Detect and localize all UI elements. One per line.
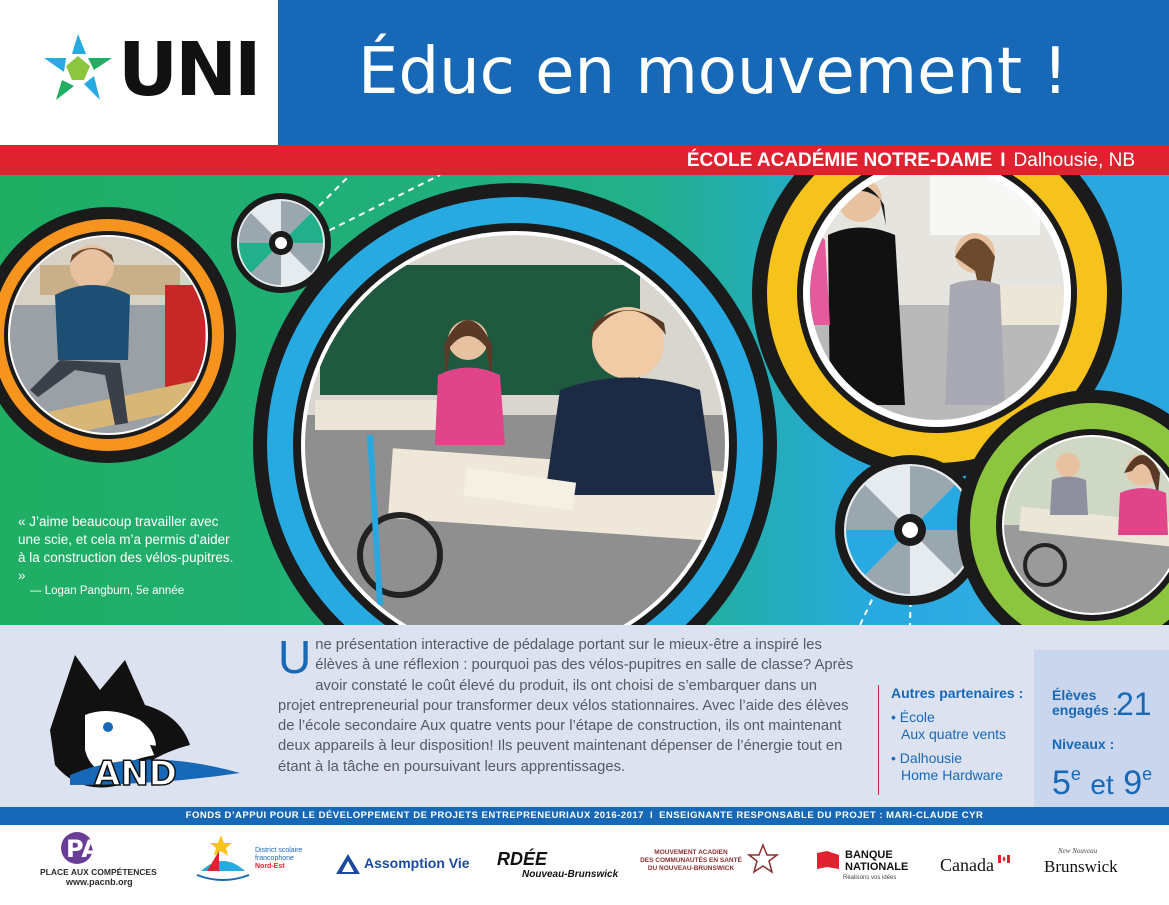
- uni-wordmark: UNI: [118, 27, 259, 113]
- nb-small-text: New Nouveau: [1058, 847, 1098, 855]
- pac-name: PLACE AUX COMPÉTENCES: [40, 867, 157, 877]
- partner-line: Home Hardware: [901, 767, 1003, 783]
- partner-bullet: •: [891, 708, 896, 725]
- banque-nationale-slogan: Réalisons vos idées: [843, 875, 897, 881]
- photo-girl-shirt: [435, 368, 505, 446]
- district-line: District scolaire: [255, 847, 303, 854]
- rdee-region: Nouveau-Brunswick: [522, 869, 619, 880]
- photo-student-head: [70, 245, 114, 289]
- photo-girl-shirt: [1118, 488, 1168, 535]
- husky-eye: [103, 722, 113, 732]
- uni-logo: [0, 0, 278, 145]
- sponsors-row: [0, 825, 1169, 905]
- school-name: ÉCOLE ACADÉMIE NOTRE-DAME: [686, 150, 993, 171]
- partners-box: [891, 685, 1031, 785]
- levels-label: Niveaux :: [1052, 736, 1115, 752]
- svg-text:PAC: PAC: [66, 835, 118, 863]
- level-b-suffix: e: [1142, 764, 1153, 784]
- district-line: Nord-Est: [255, 863, 285, 870]
- bn-line: BANQUE: [845, 849, 893, 861]
- school-city: Dalhousie, NB: [1013, 150, 1135, 171]
- partner-bullet: •: [891, 749, 896, 766]
- photo-boy-shirt: [1050, 477, 1088, 516]
- macs-line: DU NOUVEAU-BRUNSWICK: [647, 865, 735, 872]
- uni-star-icon: [42, 32, 114, 104]
- funds-teacher: ENSEIGNANTE RESPONSABLE DU PROJET : MARI-CLAUDE CYR: [659, 810, 984, 821]
- macs-name: [636, 849, 746, 873]
- page-title: Éduc en mouvement !: [358, 35, 1069, 109]
- quote-author: — Logan Pangburn, 5e année: [30, 585, 185, 597]
- funds-separator: I: [649, 810, 654, 821]
- assomption-name: Assomption Vie: [364, 855, 470, 871]
- level-b: 9: [1123, 764, 1143, 802]
- canada-flag-icon: [998, 855, 1010, 863]
- school-line: [687, 150, 1135, 172]
- district-logo: [193, 831, 253, 881]
- bn-line: NATIONALE: [845, 861, 909, 873]
- rdee-name: RDÉE: [497, 849, 548, 869]
- funds-bar: [0, 807, 1169, 825]
- student-quote: « J’aime beaucoup travailler avec une scie, et cela m’a permis d’aider à la construction des vélos-pupitres. »: [18, 514, 234, 583]
- macs-star-icon: [747, 843, 779, 875]
- project-description: [278, 631, 858, 777]
- students-label: [1052, 688, 1117, 718]
- partner-item: [891, 709, 1031, 744]
- district-name: [255, 847, 302, 871]
- description-text: ne présentation interactive de pédalage portant sur le mieux-être a inspiré les élèves à une réflexion : pourquoi pas des vélos-pupitres en salle de classe? Après avoir constaté le coût élevé du produit, ils ont choisi de s’embarquer dans un projet entrepreneurial pour transformer deux vélos stationnaires. Avec l’aide des élèves de l’école secondaire Aux quatre vents pour l’étape de construction, ils ont maintenant deux appareils à leur disposition! Ils peuvent maintenant dépenser de l’énergie tout en étant à la tâche en poursuivant leurs apprentissages.: [278, 637, 854, 775]
- partner-line: Dalhousie: [899, 749, 963, 766]
- school-bar: [0, 145, 1169, 175]
- partner-line: Aux quatre vents: [901, 726, 1007, 742]
- level-a-suffix: e: [1070, 764, 1081, 784]
- husky-logo: [30, 635, 245, 800]
- partner-item: [891, 750, 1031, 785]
- nb-wordmark: Brunswick: [1044, 857, 1118, 876]
- partners-divider: [878, 685, 879, 795]
- students-label-line: engagés :: [1052, 702, 1118, 718]
- lower-section: [0, 625, 1169, 807]
- photo-boy-shirt: [545, 378, 715, 496]
- pac-logo: [60, 831, 130, 865]
- level-joiner: et: [1090, 769, 1114, 800]
- students-label-line: Élèves: [1052, 687, 1097, 703]
- macs-line: DES COMMUNAUTÉS EN SANTÉ: [640, 857, 742, 864]
- title-banner: [278, 0, 1169, 145]
- photo-boy-head: [1056, 453, 1080, 477]
- macs-line: MOUVEMENT ACADIEN: [654, 849, 728, 856]
- photo-band: [0, 175, 1169, 625]
- photo-student-shirt: [945, 280, 1005, 405]
- funds-title: FONDS D’APPUI POUR LE DÉVELOPPEMENT DE PROJETS ENTREPRENEURIAUX 2016-2017: [185, 810, 644, 821]
- assomption-logo: [335, 853, 361, 875]
- students-count: 21: [1116, 686, 1152, 722]
- description-dropcap: U: [278, 631, 312, 683]
- level-a: 5: [1052, 764, 1071, 802]
- partner-line: École: [899, 708, 935, 725]
- stats-box: [1034, 650, 1169, 807]
- pac-url: www.pacnb.org: [66, 877, 133, 887]
- banque-nationale-name: [845, 849, 908, 873]
- canada-wordmark: Canada: [940, 855, 994, 875]
- school-separator: I: [1000, 150, 1006, 171]
- levels-value: [1052, 754, 1152, 805]
- district-line: francophone: [255, 855, 294, 862]
- photo-student-shirt: [55, 285, 130, 360]
- partners-title: Autres partenaires :: [891, 685, 1024, 701]
- husky-text: AND: [94, 754, 177, 794]
- banque-nationale-icon: [815, 849, 841, 871]
